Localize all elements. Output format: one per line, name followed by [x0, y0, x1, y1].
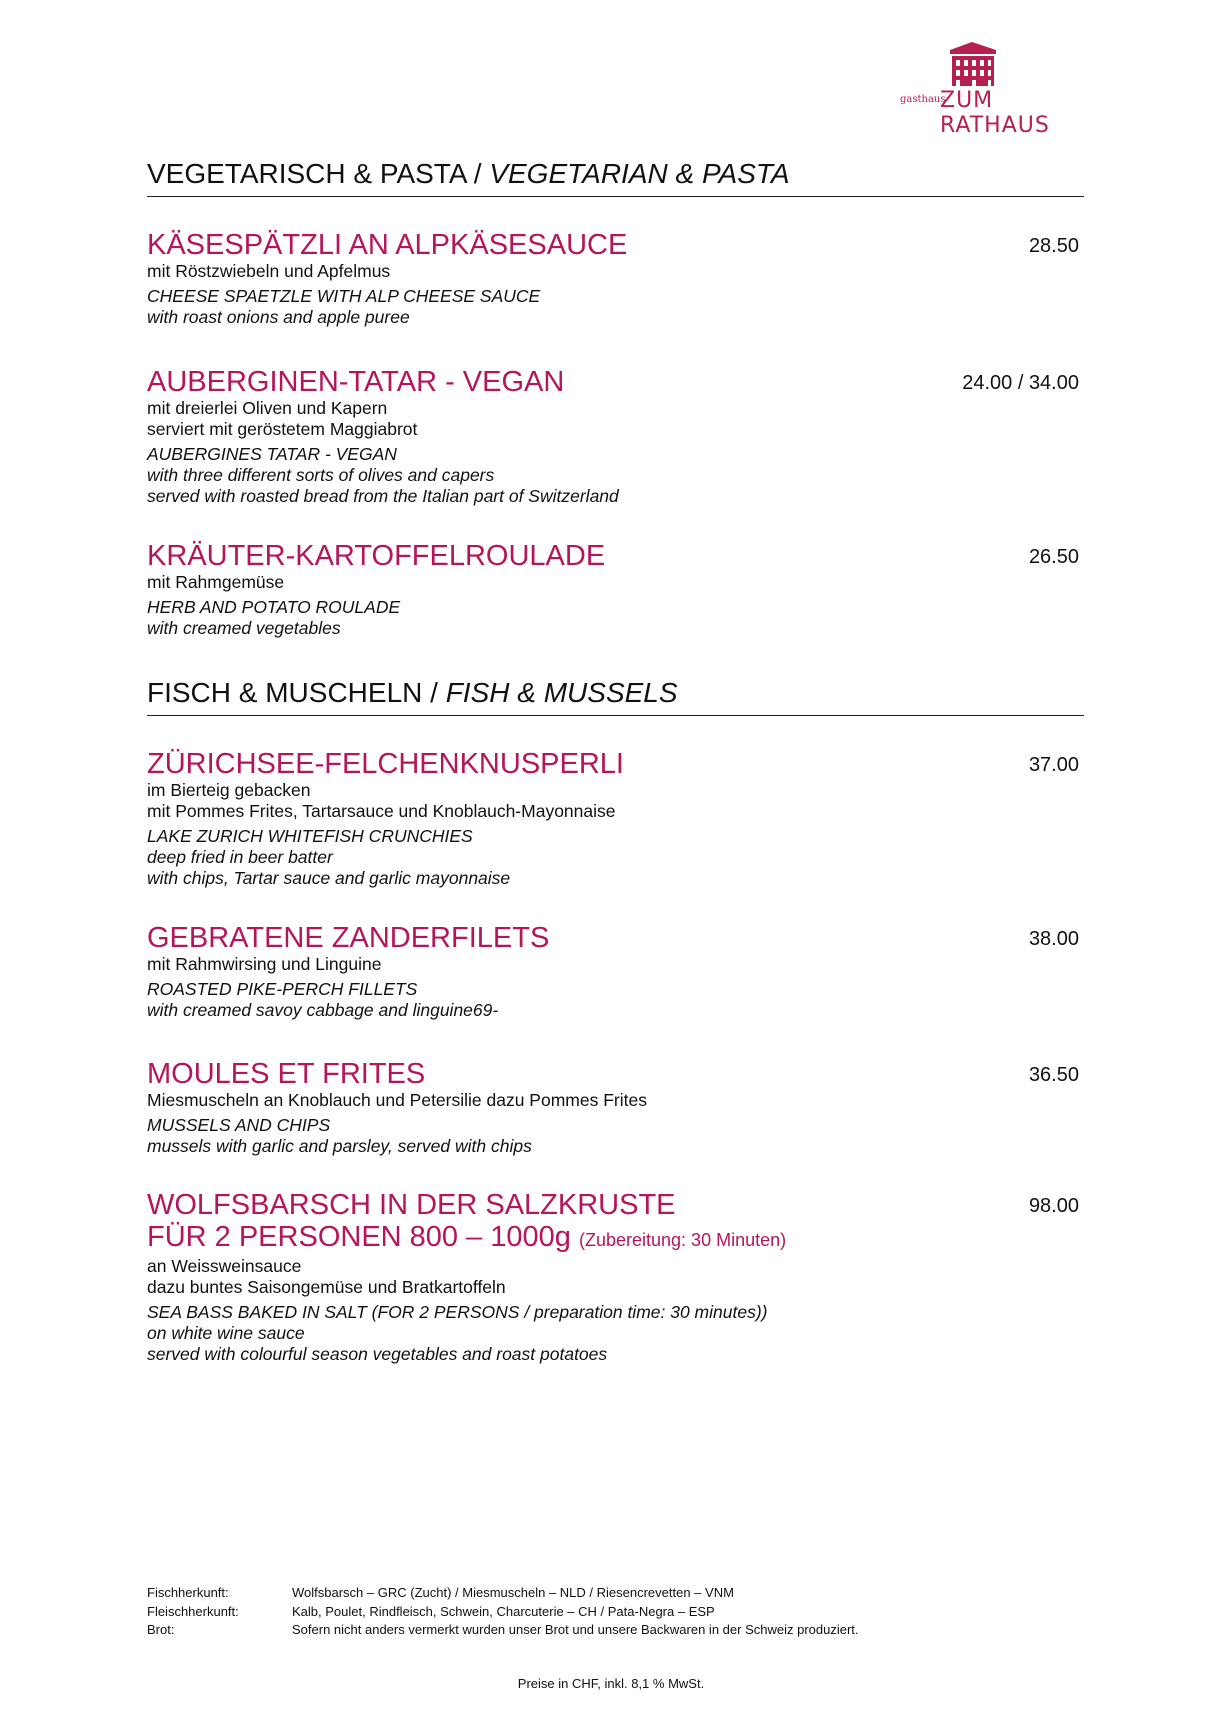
footer-row	[147, 1603, 859, 1622]
item-title: KÄSESPÄTZLI AN ALPKÄSESAUCE	[147, 229, 628, 261]
section-heading-fish	[147, 677, 1084, 716]
item-description-en	[147, 826, 1084, 889]
item-price: 36.50	[1028, 1064, 1079, 1086]
item-price: 37.00	[1028, 754, 1079, 776]
description-line: mussels with garlic and parsley, served with chips	[147, 1136, 532, 1156]
description-line: on white wine sauce	[147, 1323, 305, 1343]
item-description-de	[147, 1090, 1084, 1111]
description-line: served with colourful season vegetables and roast potatoes	[147, 1344, 608, 1364]
menu-item	[147, 1058, 1084, 1157]
footer-value: Sofern nicht anders vermerkt wurden unser Brot und unsere Backwaren in der Schweiz produziert.	[292, 1622, 859, 1637]
description-line: with three different sorts of olives and capers	[147, 465, 495, 485]
item-description-en	[147, 979, 1084, 1021]
item-title: MOULES ET FRITES	[147, 1058, 426, 1090]
description-line: im Bierteig gebacken	[147, 780, 311, 800]
section-title-en: FISH & MUSSELS	[445, 677, 678, 708]
brand-name: ZUM RATHAUS	[940, 88, 1050, 138]
menu-item	[147, 1189, 1084, 1365]
section-heading-vegetarian	[147, 158, 1084, 197]
item-description-en	[147, 1302, 1084, 1365]
description-line: LAKE ZURICH WHITEFISH CRUNCHIES	[147, 826, 473, 846]
description-line: MUSSELS AND CHIPS	[147, 1115, 331, 1135]
section-title-de: VEGETARISCH & PASTA /	[147, 158, 490, 189]
description-line: Miesmuscheln an Knoblauch und Petersilie dazu Pommes Frites	[147, 1090, 647, 1110]
item-description-en	[147, 444, 1084, 507]
description-line: AUBERGINES TATAR - VEGAN	[147, 444, 397, 464]
item-description-de	[147, 954, 1084, 975]
item-price: 38.00	[1028, 928, 1079, 950]
description-line: mit Rahmwirsing und Linguine	[147, 954, 382, 974]
description-line: an Weissweinsauce	[147, 1256, 302, 1276]
footer-row	[147, 1584, 859, 1603]
building-icon	[948, 40, 998, 88]
item-description-de	[147, 572, 1084, 593]
item-title: GEBRATENE ZANDERFILETS	[147, 922, 550, 954]
section-title-en: VEGETARIAN & PASTA	[489, 158, 790, 189]
menu-item	[147, 540, 1084, 639]
item-price: 26.50	[1028, 546, 1079, 568]
description-line: ROASTED PIKE-PERCH FILLETS	[147, 979, 418, 999]
item-price: 98.00	[1028, 1195, 1079, 1217]
description-line: with creamed vegetables	[147, 618, 341, 638]
description-line: CHEESE SPAETZLE WITH ALP CHEESE SAUCE	[147, 286, 541, 306]
item-description-en	[147, 286, 1084, 328]
footer-label: Brot:	[147, 1622, 175, 1637]
footer-label: Fleischherkunft:	[147, 1603, 239, 1619]
item-description-en	[147, 597, 1084, 639]
description-line: with creamed savoy cabbage and linguine69-	[147, 1000, 499, 1020]
menu-item	[147, 922, 1084, 1021]
origin-footer	[147, 1584, 859, 1640]
menu-item	[147, 366, 1084, 507]
menu-item	[147, 748, 1084, 889]
description-line: dazu buntes Saisongemüse und Bratkartoffeln	[147, 1277, 506, 1297]
item-price: 28.50	[1028, 235, 1079, 257]
section-title-de: FISCH & MUSCHELN /	[147, 677, 446, 708]
item-note: (Zubereitung: 30 Minuten)	[579, 1230, 787, 1250]
description-line: with roast onions and apple puree	[147, 307, 410, 327]
footer-row	[147, 1621, 859, 1640]
brand-logo	[900, 40, 1100, 138]
menu-item	[147, 229, 1084, 328]
description-line: mit Pommes Frites, Tartarsauce und Knoblauch-Mayonnaise	[147, 801, 616, 821]
description-line: HERB AND POTATO ROULADE	[147, 597, 401, 617]
item-title-line-2	[147, 1221, 1084, 1256]
description-line: mit dreierlei Oliven und Kapern	[147, 398, 388, 418]
item-title: AUBERGINEN-TATAR - VEGAN	[147, 366, 565, 398]
item-description-de	[147, 780, 1084, 822]
description-line: with chips, Tartar sauce and garlic mayonnaise	[147, 868, 511, 888]
description-line: served with roasted bread from the Italian part of Switzerland	[147, 486, 619, 506]
description-line: serviert mit geröstetem Maggiabrot	[147, 419, 418, 439]
footer-value: Wolfsbarsch – GRC (Zucht) / Miesmuscheln – NLD / Riesencrevetten – VNM	[292, 1585, 734, 1600]
item-price: 24.00 / 34.00	[962, 372, 1079, 394]
item-title-2: FÜR 2 PERSONEN 800 – 1000g	[147, 1221, 571, 1253]
item-description-de	[147, 1256, 1084, 1298]
description-line: mit Rahmgemüse	[147, 572, 285, 592]
item-description-en	[147, 1115, 1084, 1157]
description-line: mit Röstzwiebeln und Apfelmus	[147, 261, 391, 281]
footer-label: Fischherkunft:	[147, 1585, 229, 1600]
vat-note: Preise in CHF, inkl. 8,1 % MwSt.	[517, 1676, 705, 1691]
item-title: WOLFSBARSCH IN DER SALZKRUSTE	[147, 1189, 676, 1221]
item-title: ZÜRICHSEE-FELCHENKNUSPERLI	[147, 748, 624, 780]
description-line: SEA BASS BAKED IN SALT (FOR 2 PERSONS / preparation time: 30 minutes))	[147, 1302, 768, 1322]
item-description-de	[147, 261, 1084, 282]
brand-small: gasthaus	[900, 94, 946, 105]
description-line: deep fried in beer batter	[147, 847, 333, 867]
item-description-de	[147, 398, 1084, 440]
item-title: KRÄUTER-KARTOFFELROULADE	[147, 540, 606, 572]
footer-value: Kalb, Poulet, Rindfleisch, Schwein, Charcuterie – CH / Pata-Negra – ESP	[292, 1603, 715, 1619]
